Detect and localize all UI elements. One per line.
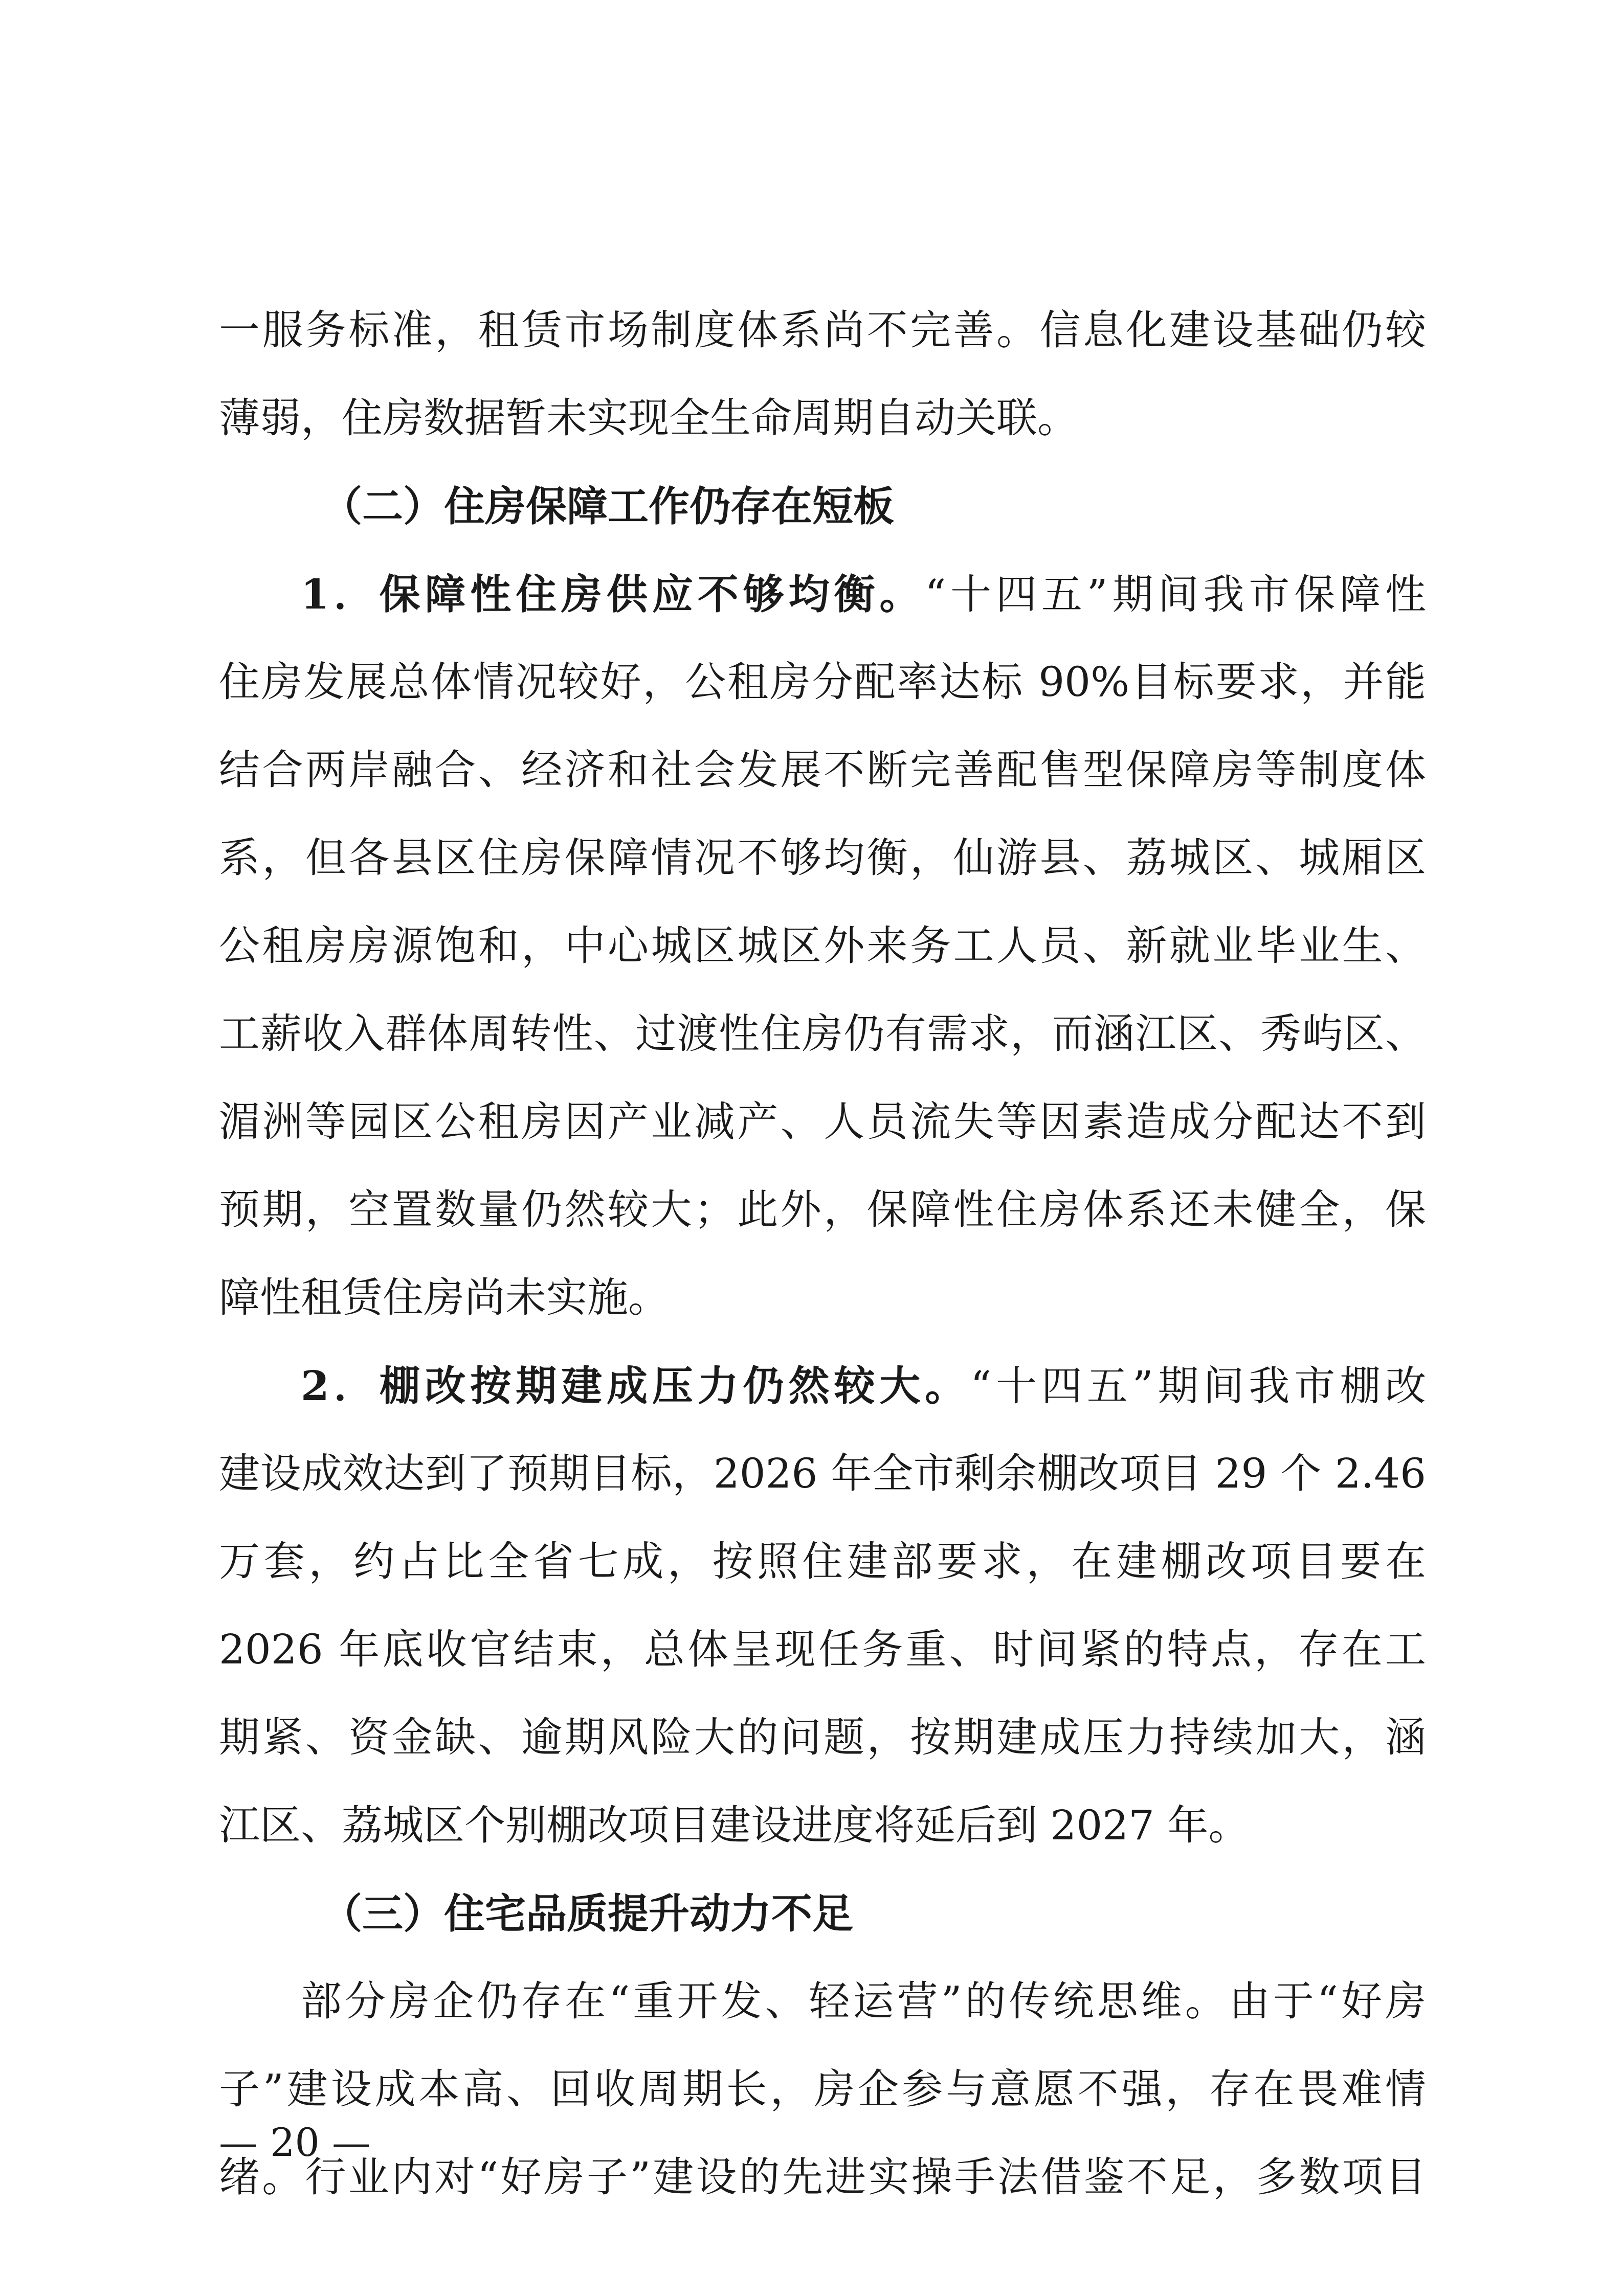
text-line: 绪。行业内对“好房子”建设的先进实操手法借鉴不足，多数项目 bbox=[219, 2153, 1426, 2201]
text-line: 部分房企仍存在“重开发、轻运营”的传统思维。由于“好房 bbox=[301, 1977, 1426, 2025]
text-line: 2026 年底收官结束，总体呈现任务重、时间紧的特点，存在工 bbox=[219, 1626, 1426, 1673]
section-heading-2: （二）住房保障工作仍存在短板 bbox=[321, 482, 894, 530]
text-line: 结合两岸融合、经济和社会发展不断完善配售型保障房等制度体 bbox=[219, 746, 1426, 794]
page-number: — 20 — bbox=[219, 2120, 371, 2165]
text-line: 工薪收入群体周转性、过渡性住房仍有需求，而涵江区、秀屿区、 bbox=[219, 1010, 1426, 1057]
text-line: 建设成效达到了预期目标，2026 年全市剩余棚改项目 29 个 2.46 bbox=[219, 1450, 1426, 1497]
subsection-1-title: 1．保障性住房供应不够均衡。 bbox=[301, 570, 925, 618]
subsection-2-text: “十四五”期间我市棚改 bbox=[970, 1362, 1426, 1410]
subsection-2-first-line bbox=[219, 1342, 1426, 1430]
subsection-1-first-line bbox=[219, 550, 1426, 638]
text-line: 系，但各县区住房保障情况不够均衡，仙游县、荔城区、城厢区 bbox=[219, 834, 1426, 882]
text-line: 万套，约占比全省七成，按照住建部要求，在建棚改项目要在 bbox=[219, 1538, 1426, 1585]
text-line: 薄弱，住房数据暂未实现全生命周期自动关联。 bbox=[219, 394, 1078, 442]
subsection-2-title: 2．棚改按期建成压力仍然较大。 bbox=[301, 1362, 971, 1410]
document-body bbox=[219, 286, 1426, 2221]
text-line: 障性租赁住房尚未实施。 bbox=[219, 1274, 669, 1321]
text-line: 公租房房源饱和，中心城区城区外来务工人员、新就业毕业生、 bbox=[219, 922, 1426, 970]
section-heading-3: （三）住宅品质提升动力不足 bbox=[321, 1889, 853, 1938]
text-line: 子”建设成本高、回收周期长，房企参与意愿不强，存在畏难情 bbox=[219, 2065, 1426, 2113]
text-line: 湄洲等园区公租房因产业减产、人员流失等因素造成分配达不到 bbox=[219, 1098, 1426, 1145]
text-line: 住房发展总体情况较好，公租房分配率达标 90%目标要求，并能 bbox=[219, 658, 1426, 706]
text-line: 期紧、资金缺、逾期风险大的问题，按期建成压力持续加大，涵 bbox=[219, 1714, 1426, 1761]
subsection-1-text: “十四五”期间我市保障性 bbox=[925, 571, 1426, 618]
text-line: 预期，空置数量仍然较大；此外，保障性住房体系还未健全，保 bbox=[219, 1186, 1426, 1233]
text-line: 一服务标准，租赁市场制度体系尚不完善。信息化建设基础仍较 bbox=[219, 306, 1426, 354]
text-line: 江区、荔城区个别棚改项目建设进度将延后到 2027 年。 bbox=[219, 1802, 1250, 1849]
